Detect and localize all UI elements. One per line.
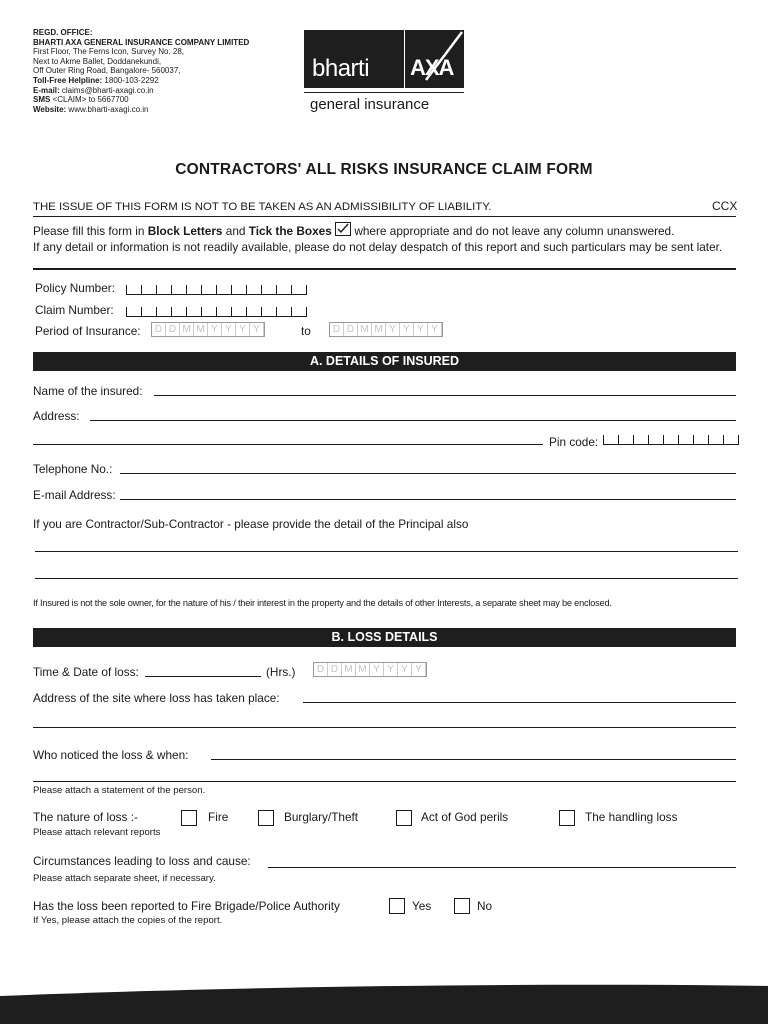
attach-sheet-note: Please attach separate sheet, if necessary. [33, 873, 216, 884]
time-of-loss-field[interactable] [145, 676, 261, 677]
noticed-field-line-2[interactable] [33, 781, 736, 782]
helpline-line [33, 76, 249, 86]
telephone-field[interactable] [120, 473, 736, 474]
handling-loss-checkbox[interactable] [559, 810, 575, 826]
period-to-label: to [301, 324, 311, 338]
instructions-block-letters: Block Letters [147, 224, 223, 238]
section-b-heading: B. LOSS DETAILS [33, 628, 736, 647]
contractor-principal-label: If you are Contractor/Sub-Contractor - please provide the detail of the Principal also [33, 517, 469, 531]
circumstances-field[interactable] [268, 867, 736, 868]
reported-yes-checkbox[interactable] [389, 898, 405, 914]
instructions-text-3: If any detail or information is not readily available, please do not delay despatch of this report and such particulars may be sent later. [33, 239, 723, 254]
pin-code-field[interactable] [603, 431, 739, 445]
site-address-field-line-1[interactable] [303, 702, 736, 703]
site-address-label: Address of the site where loss has taken place: [33, 691, 280, 705]
logo-underline [304, 92, 464, 93]
hrs-label: (Hrs.) [266, 665, 296, 679]
date-of-loss-field[interactable]: D D M M Y Y Y Y [313, 662, 427, 677]
insured-name-label: Name of the insured: [33, 384, 143, 398]
email-label: E-mail: [33, 85, 60, 95]
instructions-text-1: Please fill this form in [33, 224, 148, 238]
registered-office-block [33, 28, 249, 114]
act-of-god-checkbox[interactable] [396, 810, 412, 826]
instructions-tick-boxes: Tick the Boxes [248, 224, 332, 238]
instructions [33, 222, 739, 255]
reported-question: Has the loss been reported to Fire Brigade/Police Authority [33, 899, 340, 913]
claim-number-label: Claim Number: [35, 303, 114, 317]
time-date-label: Time & Date of loss: [33, 665, 139, 679]
divider [33, 268, 736, 270]
policy-number-field[interactable] [126, 281, 307, 295]
office-address-line-3: Off Outer Ring Road, Bangalore- 560037, [33, 66, 181, 76]
sms-value: <CLAIM> to 5667700 [50, 95, 129, 105]
fire-label: Fire [208, 810, 229, 824]
noticed-field[interactable] [211, 759, 736, 760]
helpline-number: 1800-103-2292 [102, 75, 159, 85]
email-address-field[interactable] [120, 499, 736, 500]
sms-label: SMS [33, 95, 51, 105]
principal-details-line-1[interactable] [35, 551, 738, 552]
logo-tagline: general insurance [310, 96, 430, 113]
policy-number-label: Policy Number: [35, 281, 115, 295]
burglary-theft-checkbox[interactable] [258, 810, 274, 826]
office-heading: REGD. OFFICE: [33, 28, 93, 37]
period-to-date-field[interactable]: D D M M Y Y Y Y [329, 322, 443, 337]
footer-swoosh [0, 982, 768, 1024]
website-label: Website: [33, 104, 67, 114]
instructions-and: and [222, 224, 249, 238]
nature-of-loss-label: The nature of loss :- [33, 810, 138, 824]
section-a-heading: A. DETAILS OF INSURED [33, 352, 736, 371]
noticed-label: Who noticed the loss & when: [33, 748, 189, 762]
attach-copies-note: If Yes, please attach the copies of the report. [33, 915, 223, 926]
claim-number-field[interactable] [126, 303, 307, 317]
office-address-line-2: Next to Akme Ballet, Doddanekundi, [33, 56, 162, 66]
fire-checkbox[interactable] [181, 810, 197, 826]
reported-no-checkbox[interactable] [454, 898, 470, 914]
website-line [33, 105, 249, 115]
reported-no-label: No [477, 899, 493, 913]
company-name: BHARTI AXA GENERAL INSURANCE COMPANY LIMITED [33, 37, 250, 47]
form-title: CONTRACTORS' ALL RISKS INSURANCE CLAIM FORM [175, 161, 593, 178]
logo-bharti-text: bharti [312, 55, 370, 82]
divider [33, 216, 736, 217]
insured-name-field[interactable] [154, 395, 736, 396]
pin-code-label: Pin code: [549, 435, 599, 449]
attach-statement-note: Please attach a statement of the person. [33, 785, 206, 796]
period-from-date-field[interactable]: D D M M Y Y Y Y [151, 322, 265, 337]
office-address-line-1: First Floor, The Ferns Icon, Survey No. 28, [33, 47, 185, 57]
attach-reports-note: Please attach relevant reports [33, 827, 161, 838]
site-address-field-line-2[interactable] [33, 727, 736, 728]
circumstances-label: Circumstances leading to loss and cause: [33, 854, 251, 868]
reported-yes-label: Yes [412, 899, 432, 913]
telephone-label: Telephone No.: [33, 462, 113, 476]
email-address-label: E-mail Address: [33, 488, 116, 502]
burglary-theft-label: Burglary/Theft [284, 810, 359, 824]
logo-axa-text: AXA [410, 55, 454, 80]
liability-notice: THE ISSUE OF THIS FORM IS NOT TO BE TAKEN AS AN ADMISSIBILITY OF LIABILITY. [33, 201, 492, 213]
email-value: claims@bharti-axagi.co.in [59, 85, 154, 95]
helpline-label: Toll-Free Helpline: [33, 75, 103, 85]
instructions-text-2: where appropriate and do not leave any column unanswered. [351, 224, 675, 238]
address-field-line-2[interactable] [33, 444, 543, 445]
email-line [33, 86, 249, 96]
address-field-line-1[interactable] [90, 420, 736, 421]
ownership-note: If Insured is not the sole owner, for the nature of his / their interest in the property and the details of other Interests, a separate sheet may be enclosed. [33, 598, 612, 608]
tick-example-icon [335, 222, 351, 236]
act-of-god-label: Act of God perils [421, 810, 509, 824]
sms-line [33, 95, 249, 105]
handling-loss-label: The handling loss [585, 810, 678, 824]
principal-details-line-2[interactable] [35, 578, 738, 579]
form-code: CCX [712, 199, 738, 213]
website-value: www.bharti-axagi.co.in [66, 104, 149, 114]
period-of-insurance-label: Period of Insurance: [35, 324, 141, 338]
address-label: Address: [33, 409, 80, 423]
